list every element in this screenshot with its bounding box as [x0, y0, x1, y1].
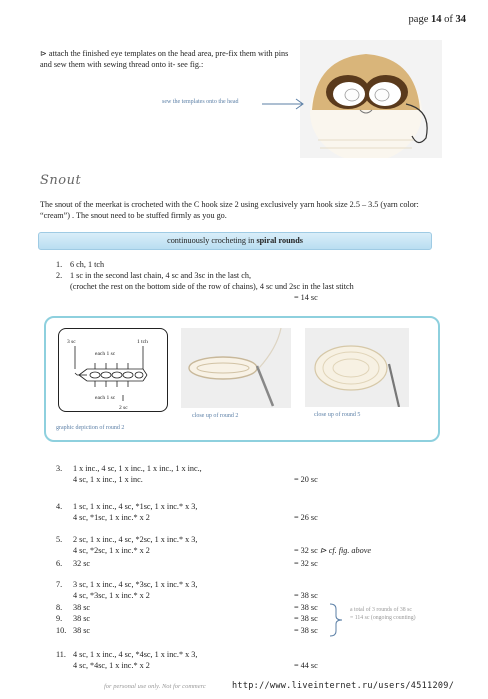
photo1-caption: sew the templates onto the head — [162, 99, 239, 105]
diagram-caption: graphic depiction of round 2 — [56, 425, 125, 431]
step-row: 8. 38 sc = 38 sc — [56, 603, 318, 612]
step-row: 3. 1 x inc., 4 sc, 1 x inc., 1 x inc., 1 x inc., 4 sc, 1 x inc., 1 x inc. = 20 sc — [56, 464, 318, 484]
step-row: 1. 6 ch, 1 tch — [56, 260, 105, 269]
diagram-label-2sc: 2 sc — [119, 405, 128, 411]
footer-text: for personal use only. Not for commerc — [104, 683, 206, 690]
watermark-url: http://www.liveinternet.ru/users/4511209/ — [232, 681, 455, 691]
step-row: 10. 38 sc = 38 sc — [56, 626, 318, 635]
diagram-label-1tch: 1 tch — [137, 339, 148, 345]
intro-text: ⊳ attach the finished eye templates on the head area, pre-fix them with pins and sew them with sewing thread onto it- see fig.: — [40, 49, 289, 69]
step-row: 5. 2 sc, 1 x inc., 4 sc, *2sc, 1 x inc.* x 3, 4 sc, *2sc, 1 x inc.* x 2 = 32 sc ⊳ cf. fig. above — [56, 535, 371, 555]
photo3-caption: close up of round 5 — [314, 412, 361, 418]
spiral-rounds-banner: continuously crocheting in spiral rounds — [38, 232, 432, 250]
step-row: 7. 3 sc, 1 x inc., 4 sc, *3sc, 1 x inc.* x 3, 4 sc, *3sc, 1 x inc.* x 2 = 38 sc — [56, 580, 318, 600]
curly-brace-icon — [328, 603, 348, 637]
diagram-label-each1sc-bottom: each 1 sc — [95, 395, 116, 401]
round2-photo — [181, 328, 291, 408]
section-title: Snout — [40, 173, 82, 188]
round2-diagram — [58, 328, 168, 412]
step-row: 2. 1 sc in the second last chain, 4 sc and 3sc in the last ch, (crochet the rest on the bottom side of the row of chains), 4 sc und 2sc in the last stitch = 14 sc — [56, 271, 354, 302]
snout-description: The snout of the meerkat is crocheted with the C hook size 2 using exclusively yarn hook size 2.5 – 3.5 (yarn color: “cream”) . The snout need to be stuffed firmly as you go. — [40, 200, 419, 220]
round5-photo — [305, 328, 409, 407]
step-row: 6. 32 sc = 32 sc — [56, 559, 318, 568]
arrow-icon — [228, 97, 308, 111]
step-row: 11. 4 sc, 1 x inc., 4 sc, *4sc, 1 x inc.* x 3, 4 sc, *4sc, 1 x inc.* x 2 = 44 sc — [56, 650, 318, 670]
bracket-note: a total of 3 rounds of 38 sc = 114 sc (ongoing counting) — [350, 607, 416, 621]
meerkat-head-photo — [300, 40, 442, 158]
step-row: 4. 1 sc, 1 x inc., 4 sc, *1sc, 1 x inc.* x 3, 4 sc, *1sc, 1 x inc.* x 2 = 26 sc — [56, 502, 318, 522]
step-row: 9. 38 sc = 38 sc — [56, 614, 318, 623]
page-number: page 14 of 34 — [408, 14, 466, 25]
diagram-label-3sc: 3 sc — [67, 339, 76, 345]
diagram-label-each1sc-top: each 1 sc — [95, 351, 116, 357]
photo2-caption: close up of round 2 — [192, 413, 239, 419]
